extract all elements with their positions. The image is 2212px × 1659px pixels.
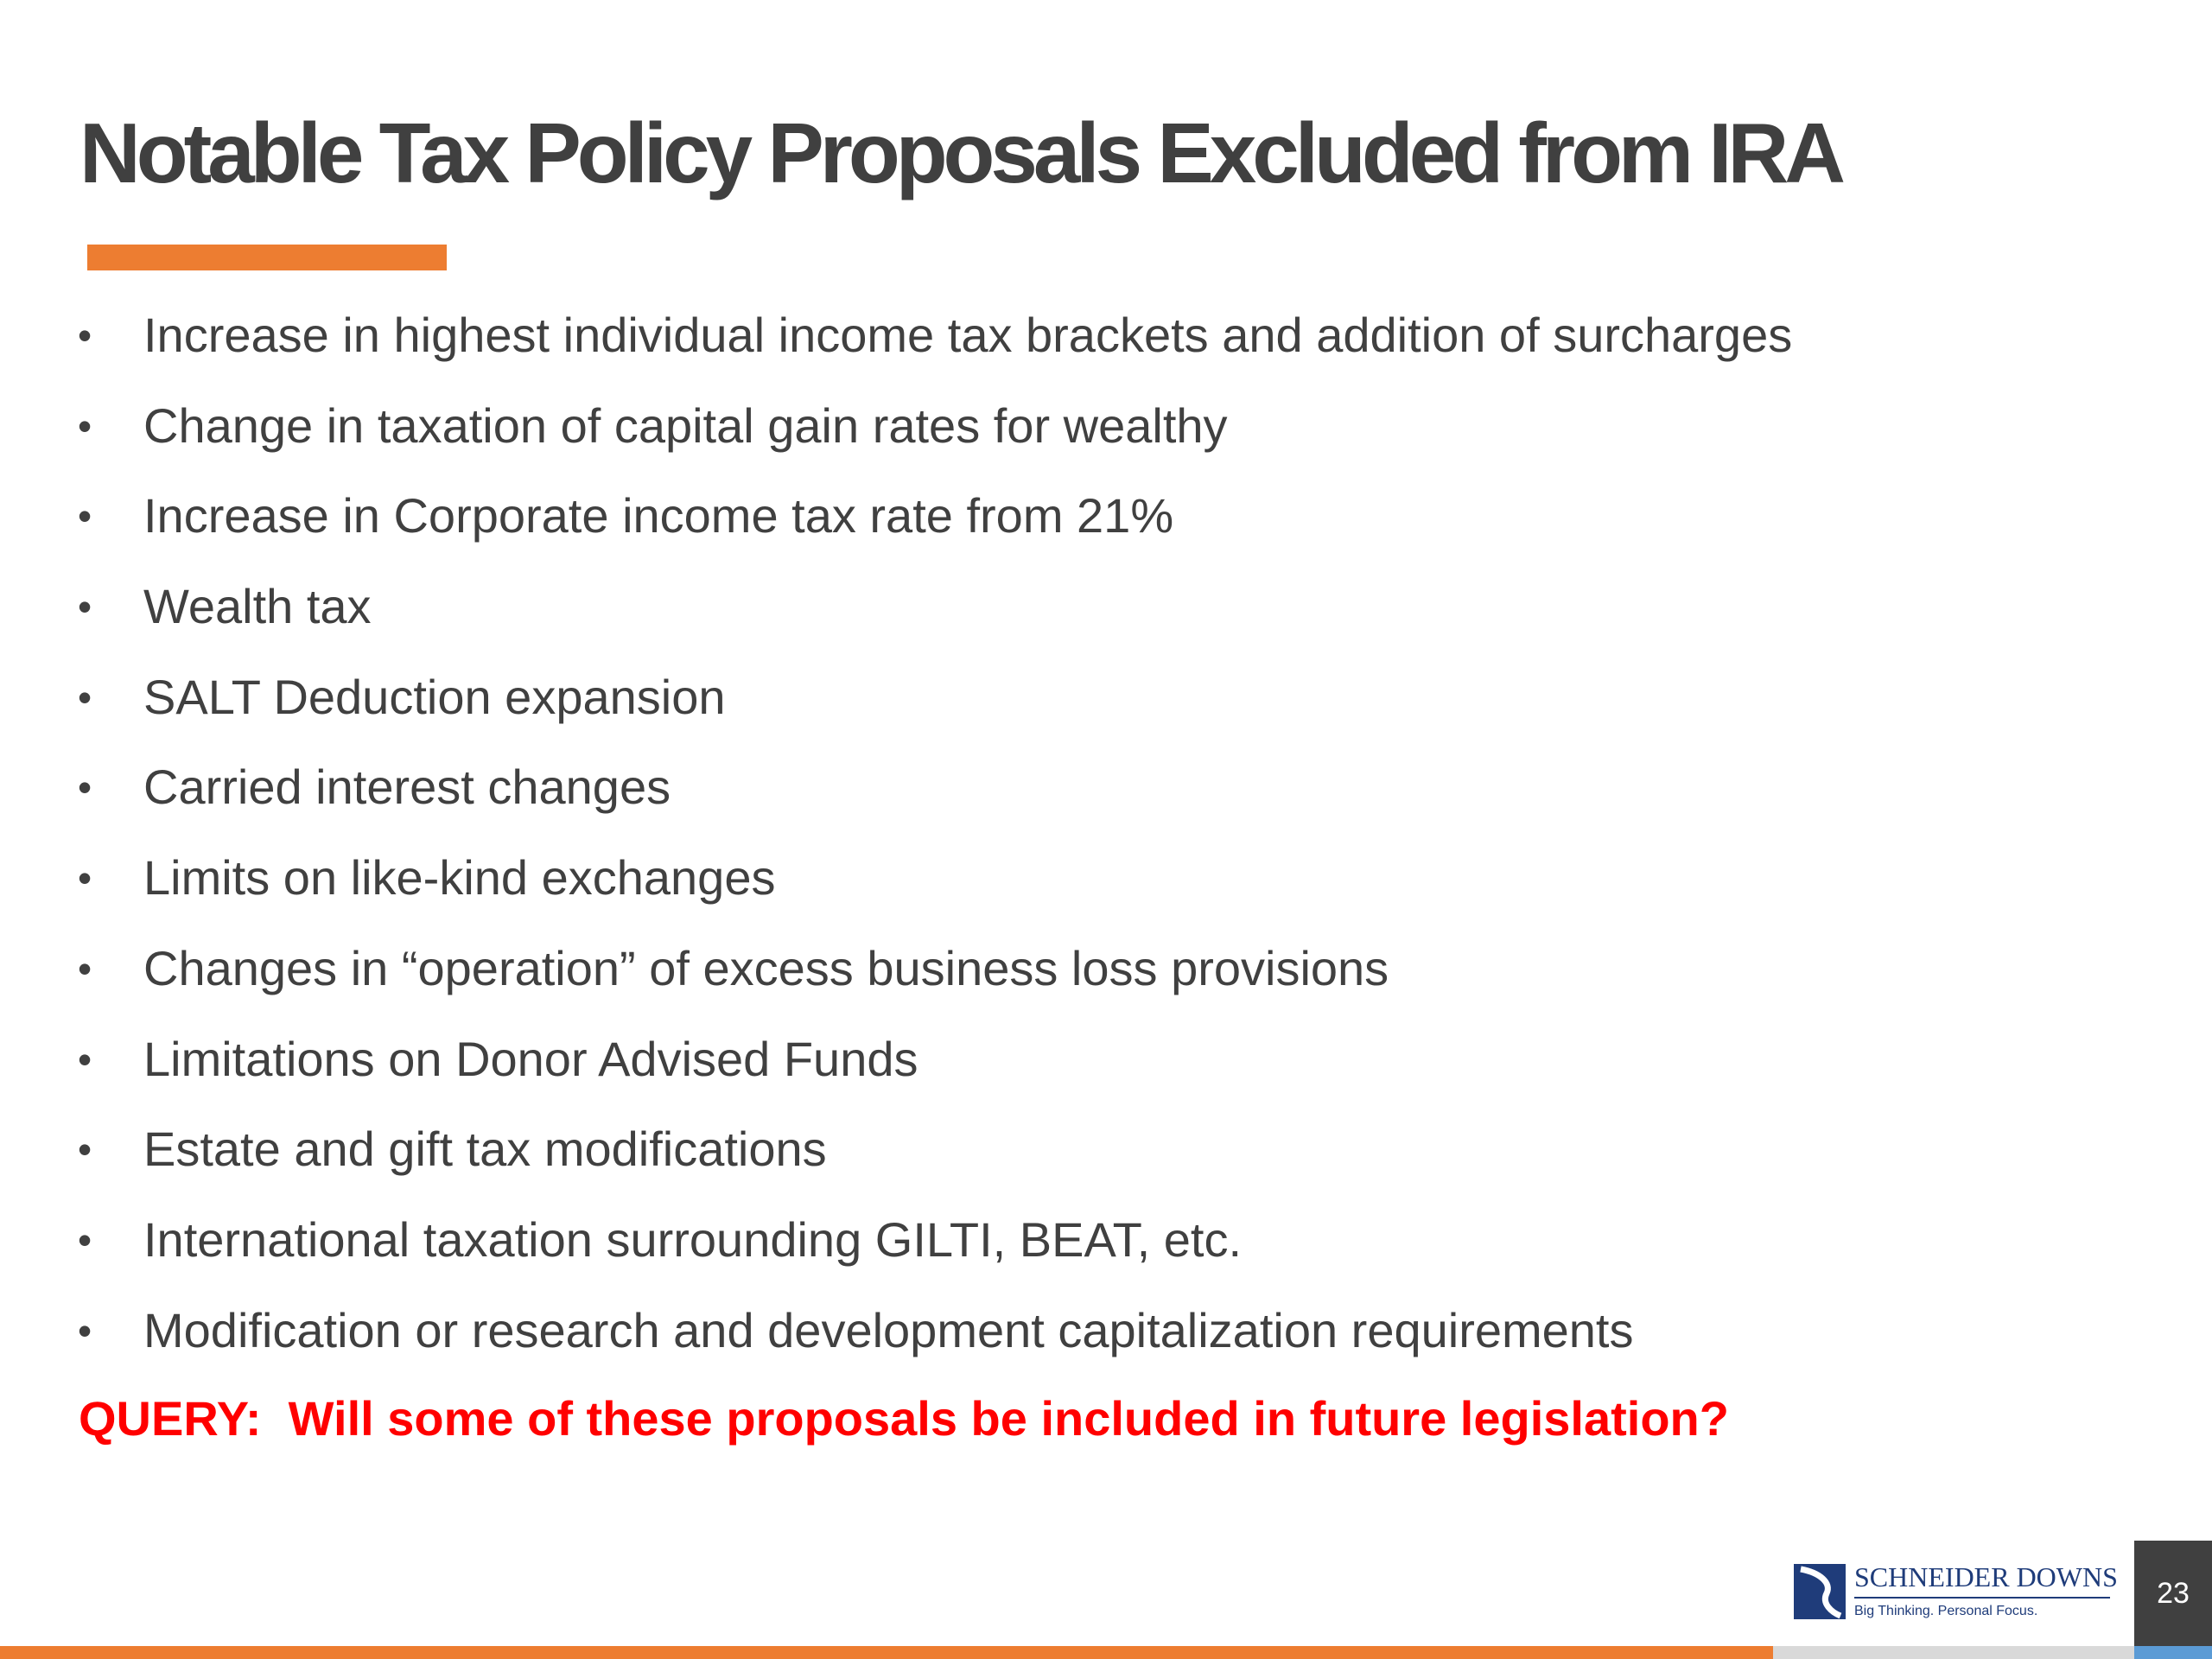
bullet-text: Increase in Corporate income tax rate from 21%: [143, 488, 1174, 543]
page-number: 23: [2157, 1577, 2190, 1610]
bullet-text: Carried interest changes: [143, 760, 671, 815]
bullet-text: Change in taxation of capital gain rates for wealthy: [143, 397, 1228, 453]
bullet-text: Increase in highest individual income tax brackets and addition of surcharges: [143, 308, 1793, 362]
bullet-text: Limits on like-kind exchanges: [143, 850, 776, 906]
bullet-text: Changes in “operation” of excess business loss provisions: [143, 940, 1389, 995]
footer-bar-gray: [1773, 1646, 2134, 1659]
bullet-text: Estate and gift tax modifications: [143, 1122, 827, 1177]
slide-title: Notable Tax Policy Proposals Excluded from IRA: [79, 105, 1842, 200]
title-accent-bar: [87, 245, 447, 270]
bullet-text: International taxation surrounding GILTI, BEAT, etc.: [143, 1211, 1243, 1267]
bullet-dot-icon: •: [78, 1036, 92, 1082]
logo-tagline: Big Thinking. Personal Focus.: [1854, 1604, 2038, 1618]
bullet-dot-icon: •: [78, 313, 92, 358]
bullet-dot-icon: •: [78, 855, 92, 901]
schneider-downs-s-logo-icon: [1794, 1564, 1846, 1619]
bullet-dot-icon: •: [78, 765, 92, 810]
bullet-dot-icon: •: [78, 403, 92, 448]
logo-divider: [1854, 1597, 2110, 1599]
bullet-text: Modification or research and development capitalization requirements: [143, 1302, 1634, 1357]
bullet-text: SALT Deduction expansion: [143, 669, 726, 724]
bullet-dot-icon: •: [78, 493, 92, 539]
bullet-text: Limitations on Donor Advised Funds: [143, 1031, 918, 1086]
query-callout: QUERY: Will some of these proposals be included in future legislation?: [79, 1391, 1729, 1446]
bullet-dot-icon: •: [78, 945, 92, 991]
bullet-dot-icon: •: [78, 674, 92, 720]
footer-bar-blue: [2134, 1646, 2212, 1659]
logo-name: SCHNEIDER DOWNS: [1854, 1561, 2118, 1592]
bullet-text: Wealth tax: [143, 579, 372, 634]
bullet-dot-icon: •: [78, 1127, 92, 1173]
bullet-dot-icon: •: [78, 584, 92, 630]
company-logo: [1794, 1560, 2118, 1624]
bullet-dot-icon: •: [78, 1307, 92, 1353]
footer-bar-orange: [0, 1646, 1773, 1659]
bullet-dot-icon: •: [78, 1217, 92, 1262]
page-number-box: [2134, 1541, 2212, 1646]
